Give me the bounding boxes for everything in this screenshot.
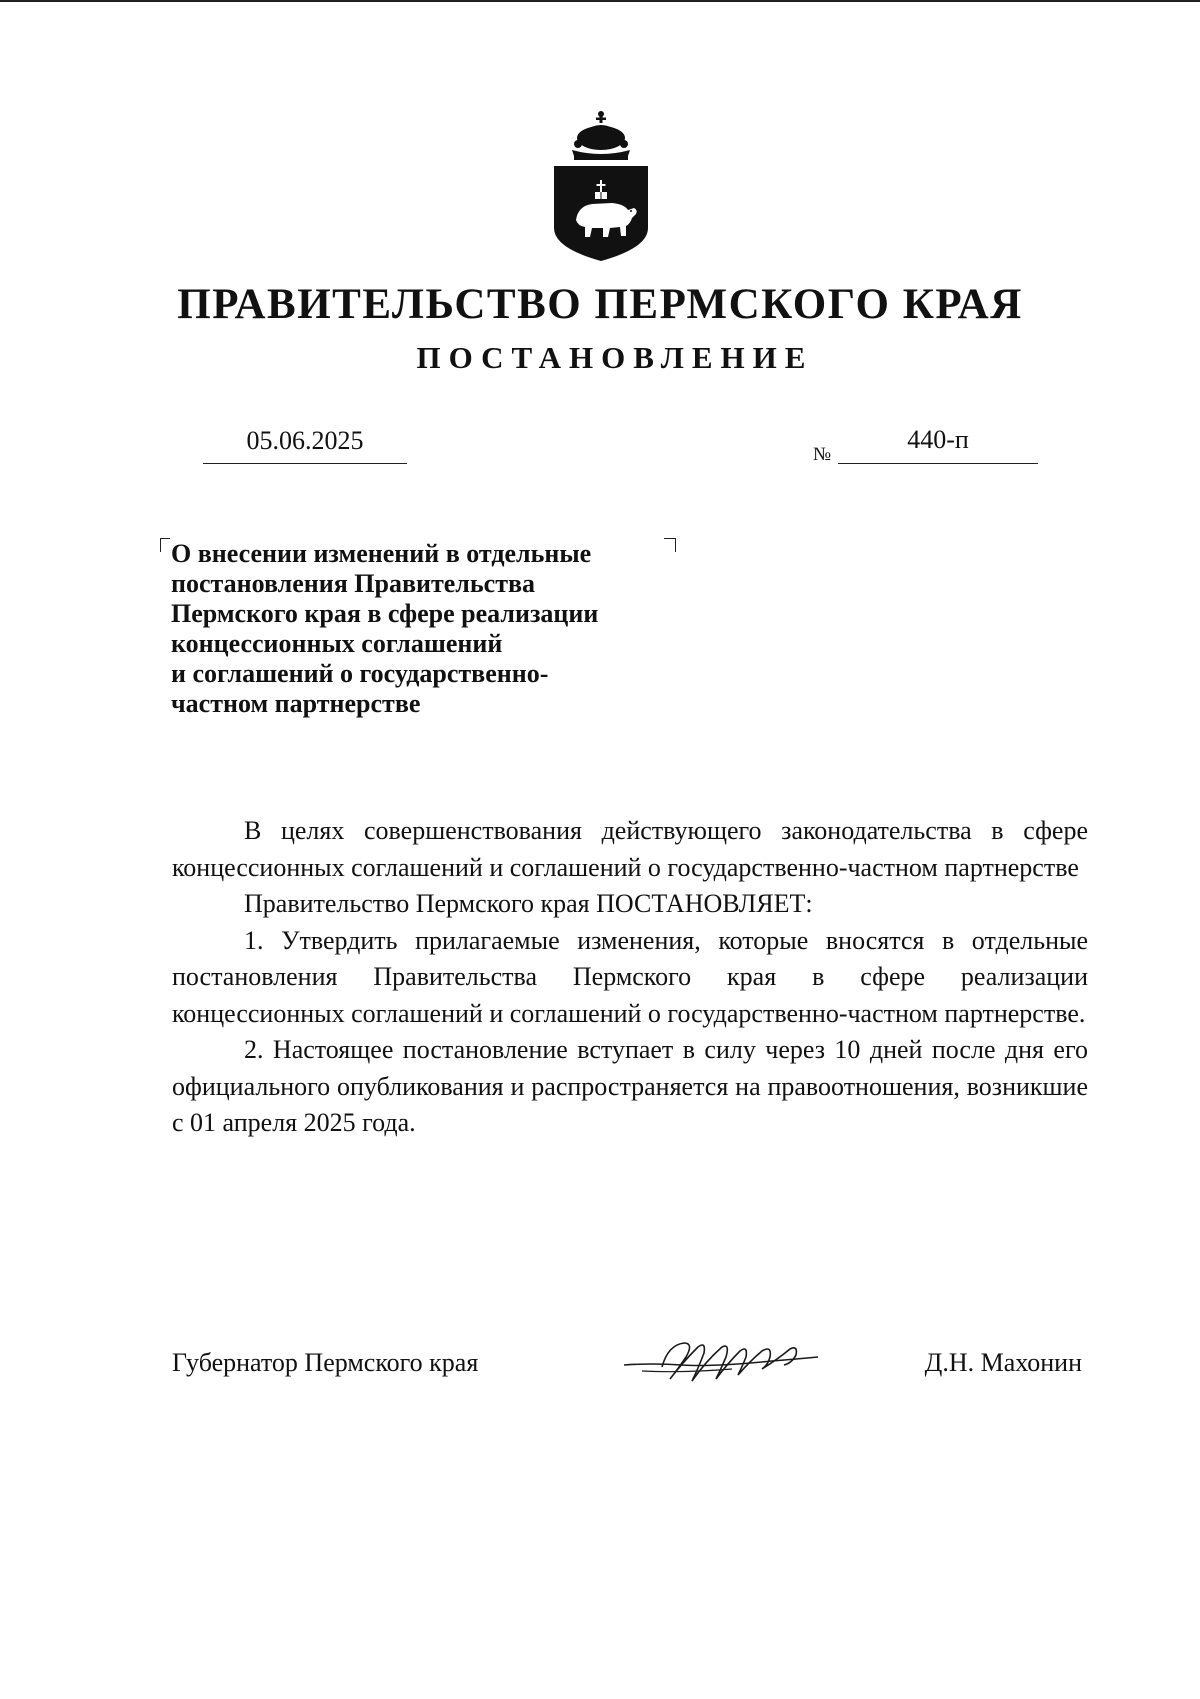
subject-line: концессионных соглашений (171, 629, 503, 658)
subject-line: Пермского края в сфере реализации (171, 599, 599, 628)
document-number: 440-п (907, 425, 969, 454)
date-underline (203, 463, 407, 464)
document-type-title: ПОСТАНОВЛЕНИЕ (416, 340, 814, 375)
scan-top-edge (0, 0, 1200, 2)
signature-block (172, 1345, 1088, 1395)
document-date: 05.06.2025 (246, 426, 364, 455)
coat-of-arms-icon (552, 110, 650, 262)
body-paragraph-item-1: 1. Утвердить прилагаемые изменения, которые вносятся в отдельные постановления Правительства Пермского края в сфере реализации концессионных соглашений и соглашений о государственно-частном партнерстве. (172, 925, 1088, 1028)
subject-line: О внесении изменений в отдельные (171, 539, 592, 568)
number-label: № (813, 444, 832, 465)
handwritten-signature-icon (622, 1335, 822, 1391)
number-underline (838, 463, 1038, 464)
document-body (172, 813, 1088, 1142)
signer-name: Д.Н. Махонин (924, 1348, 1082, 1377)
subject-line: и соглашений о государственно- (171, 659, 549, 688)
signer-position: Губернатор Пермского края (172, 1348, 479, 1377)
subject-corner-left (160, 538, 170, 552)
body-paragraph-resolution: Правительство Пермского края ПОСТАНОВЛЯЕТ: (244, 889, 813, 918)
document-subject (171, 539, 671, 719)
organization-title: ПРАВИТЕЛЬСТВО ПЕРМСКОГО КРАЯ (177, 281, 1023, 328)
subject-line: частном партнерстве (171, 689, 421, 718)
subject-line: постановления Правительства (171, 569, 535, 598)
body-paragraph-preamble: В целях совершенствования действующего законодательства в сфере концессионных соглашений и соглашений о государственно-частном партнерстве (172, 816, 1088, 882)
body-paragraph-item-2: 2. Настоящее постановление вступает в силу через 10 дней после дня его официального опубликования и распространяется на правоотношения, возникшие с 01 апреля 2025 года. (172, 1035, 1088, 1137)
